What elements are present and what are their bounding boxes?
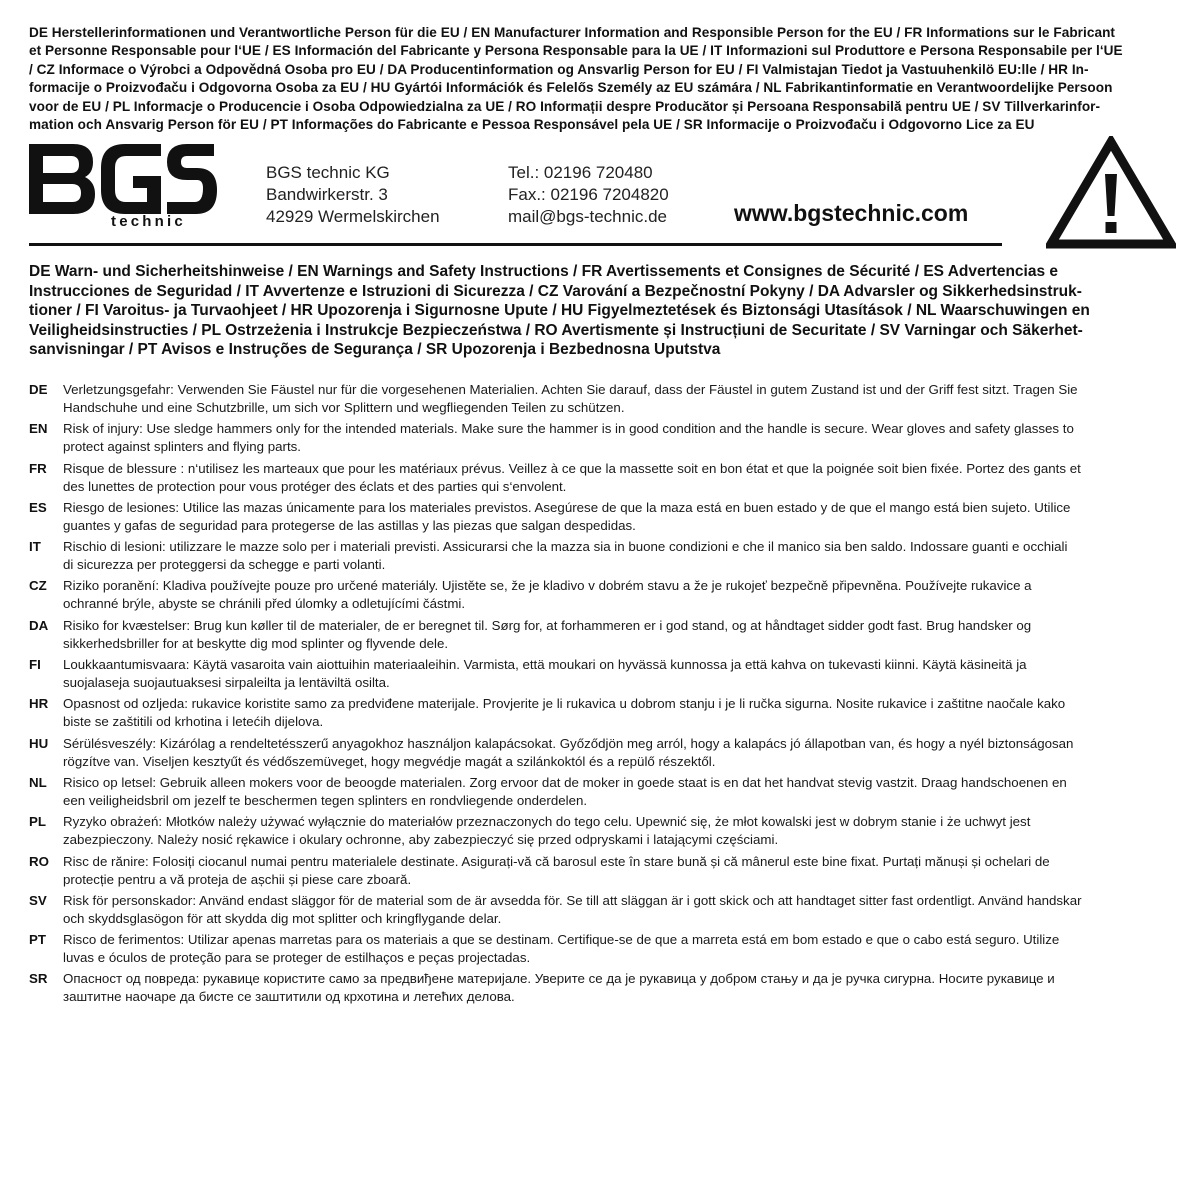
language-code: DA xyxy=(29,617,49,633)
logo-graphic xyxy=(29,142,221,232)
warning-text-line: Risiko for kvæstelser: Brug kun køller til de materialer, de er beregnet til. Sørg for, at forhammeren er i god stand, og at håndtaget sidder godt fast. Brug handsker og xyxy=(63,617,1032,633)
warning-text xyxy=(63,617,1193,653)
warning-text-line: Опасност од повреда: рукавице користите само за предвиђене материјале. Уверите се да је рукавица у добром стању и да је ручка сигурна. Носите рукавице и xyxy=(63,971,1055,987)
heading-line: voor de EU / PL Informacje o Producencie i Osoba Odpowiedzialna za UE / RO Informații despre Producător și Persoana Responsabilă pentru UE / SV Tillverkarinfor- xyxy=(29,98,1101,114)
warning-text-line: Risque de blessure : n‘utilisez les marteaux que pour les matériaux prévus. Veillez à ce que la massette soit en bon état et que la poignée soit bien fixée. Portez des gants et xyxy=(63,460,1081,476)
language-code: EN xyxy=(29,421,48,437)
warning-entry-sv xyxy=(29,892,1179,931)
contact-fax: Fax.: 02196 7204820 xyxy=(508,185,669,204)
warning-entry-nl xyxy=(29,774,1179,813)
warning-text-line: Ryzyko obrażeń: Młotków należy używać wyłącznie do materiałów przeznaczonych do tego celu. Upewnić się, że młot kowalski jest w dobrym stanie i że uchwyt jest xyxy=(63,814,1031,830)
warning-text-line: di sicurezza per proteggersi da schegge e parti volanti. xyxy=(63,557,386,573)
warning-text-line: luvas e óculos de proteção para se proteger de estilhaços e peças projectadas. xyxy=(63,950,531,966)
warning-text-line: Riziko poranění: Kladiva používejte pouze pro určené materiály. Ujistěte se, že je kladivo v dobrém stavu a že je rukojeť bezpečně připevněna. Používejte rukavice a xyxy=(63,578,1032,594)
language-code: HR xyxy=(29,696,49,712)
warning-text-line: Risico op letsel: Gebruik alleen mokers voor de beoogde materialen. Zorg ervoor dat de moker in goede staat is en dat het handvat stevig vastzit. Draag handschoenen en xyxy=(63,774,1067,790)
warning-text-line: Opasnost od ozljeda: rukavice koristite samo za predviđene materijale. Provjerite je li rukavica u dobrom stanju i je li ručka sigurna. Nosite rukavice i zaštitne naočale kako xyxy=(63,696,1066,712)
warning-text-line: Risc de rănire: Folosiți ciocanul numai pentru materialele destinate. Asigurați-vă că barosul este în stare bună și că mânerul este bine fixat. Purtați mănuși și ochelari de xyxy=(63,853,1050,869)
warning-text xyxy=(63,499,1193,535)
warning-text-line: Sérülésveszély: Kizárólag a rendeltetésszerű anyagokhoz használjon kalapácsokat. Győződjön meg arról, hogy a kalapács jó állapotban van, és hogy a nyél biztonságosan xyxy=(63,735,1074,751)
language-code: RO xyxy=(29,853,49,869)
logo-subtext: technic xyxy=(111,213,186,230)
contact-tel: Tel.: 02196 720480 xyxy=(508,163,653,182)
warning-entry-it xyxy=(29,538,1179,577)
warning-entry-ro xyxy=(29,853,1179,892)
safety-heading-line: sanvisningar / PT Avisos e Instruções de Segurança / SR Upozorenja i Bezbednosna Uputstva xyxy=(29,341,721,358)
language-code: PL xyxy=(29,814,46,830)
language-code: IT xyxy=(29,539,41,555)
warning-entry-es xyxy=(29,499,1179,538)
warning-text-line: Loukkaantumisvaara: Käytä vasaroita vain aiottuihin materiaaleihin. Varmista, että moukari on hyvässä kunnossa ja että kahva on tukevasti kiinni. Käytä käsineitä ja xyxy=(63,657,1027,673)
safety-heading-line: DE Warn- und Sicherheitshinweise / EN Warnings and Safety Instructions / FR Avertissements et Consignes de Sécurité / ES Advertencias e xyxy=(29,263,1059,280)
warning-entry-hr xyxy=(29,695,1179,734)
bgs-technic-logo xyxy=(29,142,221,232)
warning-text xyxy=(63,931,1193,967)
warning-text xyxy=(63,460,1193,496)
warning-text-line: sikkerhedsbriller for at beskytte dig mod splinter og flyvende dele. xyxy=(63,635,449,651)
warning-text-line: Riesgo de lesiones: Utilice las mazas únicamente para los materiales previstos. Asegúrese de que la maza está en buen estado y de que el mango está bien sujeto. Utilice xyxy=(63,499,1071,515)
warning-entry-pl xyxy=(29,813,1179,852)
warning-entry-de xyxy=(29,381,1179,420)
safety-heading-line: Instrucciones de Seguridad / IT Avvertenze e Istruzioni di Sicurezza / CZ Varování a Bezpečnostní Pokyny / DA Advarsler og Sikkerhedsinstruk- xyxy=(29,282,1082,300)
warning-text-line: suojalaseja suojautuaksesi sirpaleilta ja lentäviltä osilta. xyxy=(63,675,390,691)
warning-entry-fi xyxy=(29,656,1179,695)
warning-text xyxy=(63,538,1193,574)
warning-text-line: Risco de ferimentos: Utilizar apenas marretas para os materiais a que se destinam. Certifique-se de que a marreta está em bom estado e que o cabo está seguro. Utilize xyxy=(63,932,1060,948)
warning-text-line: Rischio di lesioni: utilizzare le mazze solo per i materiali previsti. Assicurarsi che la mazza sia in buone condizioni e che il manico sia ben saldo. Indossare guanti e occhiali xyxy=(63,539,1068,555)
contact-block xyxy=(508,162,669,228)
safety-instructions-heading xyxy=(29,262,1179,360)
warning-text-line: biste se zaštitili od krhotina i letećih dijelova. xyxy=(63,714,324,730)
warning-text-line: och skyddsglasögon för att skydda dig mot splitter och kringflygande delar. xyxy=(63,910,502,926)
warning-entry-cz xyxy=(29,577,1179,616)
warning-text-line: guantes y gafas de seguridad para protegerse de las astillas y las piezas que salgan despedidas. xyxy=(63,517,636,533)
warning-text-line: ochranné brýle, abyste se chránili před úlomky a odletujícími částmi. xyxy=(63,596,466,612)
warning-text xyxy=(63,774,1193,810)
heading-line: et Personne Responsable pour l‘UE / ES Información del Fabricante y Persona Responsable para la UE / IT Informazioni sul Produttore e Persona Responsabile per l‘UE xyxy=(29,43,1123,59)
header-divider xyxy=(29,243,1002,246)
warning-text xyxy=(63,656,1193,692)
language-code: FI xyxy=(29,657,41,673)
contact-mail: mail@bgs-technic.de xyxy=(508,207,667,226)
website-url: www.bgstechnic.com xyxy=(734,200,969,226)
warning-text xyxy=(63,695,1193,731)
warning-text xyxy=(63,813,1193,849)
heading-line: formacije o Proizvođaču i Odgovorna Osoba za EU / HU Gyártói Információk és Felelős Személy az EU számára / NL Fabrikantinformatie en Verantwoordelijke Persoon xyxy=(29,80,1113,96)
warning-text-line: Verletzungsgefahr: Verwenden Sie Fäustel nur für die vorgesehenen Materialien. Achten Sie darauf, dass der Fäustel in gutem Zustand ist und der Griff fest sitzt. Tragen Sie xyxy=(63,382,1078,397)
heading-line: DE Herstellerinformationen und Verantwortliche Person für die EU / EN Manufacturer Information and Responsible Person for the EU / FR Informations sur le Fabricant xyxy=(29,25,1116,40)
warning-entry-pt xyxy=(29,931,1179,970)
company-city: 42929 Wermelskirchen xyxy=(266,207,440,226)
safety-heading-line: tioner / FI Varoitus- ja Turvaohjeet / HR Upozorenja i Sigurnosne Upute / HU Figyelmeztetések és Biztonsági Utasítások / NL Waarschuwingen en xyxy=(29,302,1090,319)
company-name: BGS technic KG xyxy=(266,163,390,182)
language-code: SR xyxy=(29,971,48,987)
warning-text xyxy=(63,381,1193,417)
warning-entry-sr xyxy=(29,970,1179,1009)
warning-text xyxy=(63,735,1193,771)
warning-text-line: заштитне наочаре да бисте се заштитили од крхотина и летећих делова. xyxy=(63,989,515,1005)
safety-heading-line: Veiligheidsinstructies / PL Ostrzeżenia i Instrukcje Bezpieczeństwa / RO Avertismente și Instrucțiuni de Securitate / SV Varningar och Säkerhet- xyxy=(29,321,1083,339)
warning-text xyxy=(63,970,1193,1006)
company-address xyxy=(266,162,440,228)
language-code: ES xyxy=(29,499,47,515)
warning-text-line: Risk för personskador: Använd endast släggor för de material som de är avsedda för. Se till att släggan är i gott skick och att handtaget sitter fast ordentligt. Använd handskar xyxy=(63,892,1082,908)
warning-triangle-icon xyxy=(1046,136,1176,250)
language-code: CZ xyxy=(29,578,47,594)
registered-mark-icon: ® xyxy=(205,144,214,156)
warning-text xyxy=(63,892,1193,928)
warning-entry-hu xyxy=(29,735,1179,774)
heading-line: / CZ Informace o Výrobci a Odpovědná Osoba pro EU / DA Producentinformation og Ansvarlig Person for EU / FI Valmistajan Tiedot ja Vastuuhenkilö EU:lle / HR In- xyxy=(29,61,1089,77)
language-code: NL xyxy=(29,774,47,790)
company-street: Bandwirkerstr. 3 xyxy=(266,185,388,204)
warning-text-line: protect against splinters and flying parts. xyxy=(63,439,301,455)
warning-text-line: protecție pentru a vă proteja de așchii și piese care zboară. xyxy=(63,871,412,887)
warning-text-line: een veiligheidsbril om jezelf te beschermen tegen splinters en rondvliegende onderdelen. xyxy=(63,792,588,808)
warning-text xyxy=(63,577,1193,613)
manufacturer-info-heading xyxy=(29,24,1179,134)
warning-text xyxy=(63,420,1193,456)
heading-line: mation och Ansvarig Person för EU / PT Informações do Fabricante e Pessoa Responsável pela UE / SR Informacije o Proizvođaču i Odgovorno Lice za EU xyxy=(29,117,1035,133)
warning-text-line: Handschuhe und eine Schutzbrille, um sich vor Splittern und wegfliegenden Teilen zu schützen. xyxy=(63,400,625,415)
warning-text-line: Risk of injury: Use sledge hammers only for the intended materials. Make sure the hammer is in good condition and the handle is secure. Wear gloves and safety glasses to xyxy=(63,421,1074,437)
warning-text-line: rögzítve van. Viseljen kesztyűt és védőszemüveget, hogy megvédje magát a szilánkoktól és a repülő részektől. xyxy=(63,753,716,769)
warning-entry-en xyxy=(29,420,1179,459)
language-code: DE xyxy=(29,382,48,397)
warning-entry-fr xyxy=(29,460,1179,499)
language-code: HU xyxy=(29,735,49,751)
language-code: PT xyxy=(29,932,46,948)
language-code: FR xyxy=(29,460,47,476)
warning-entries xyxy=(29,381,1179,1010)
language-code: SV xyxy=(29,892,47,908)
warning-text-line: des lunettes de protection pour vous protéger des éclats et des parties qui s‘envolent. xyxy=(63,478,567,494)
warning-text-line: zabezpieczony. Należy nosić rękawice i okulary ochronne, aby zabezpieczyć się przed odpryskami i latającymi częściami. xyxy=(63,832,779,848)
warning-entry-da xyxy=(29,617,1179,656)
warning-text xyxy=(63,853,1193,889)
